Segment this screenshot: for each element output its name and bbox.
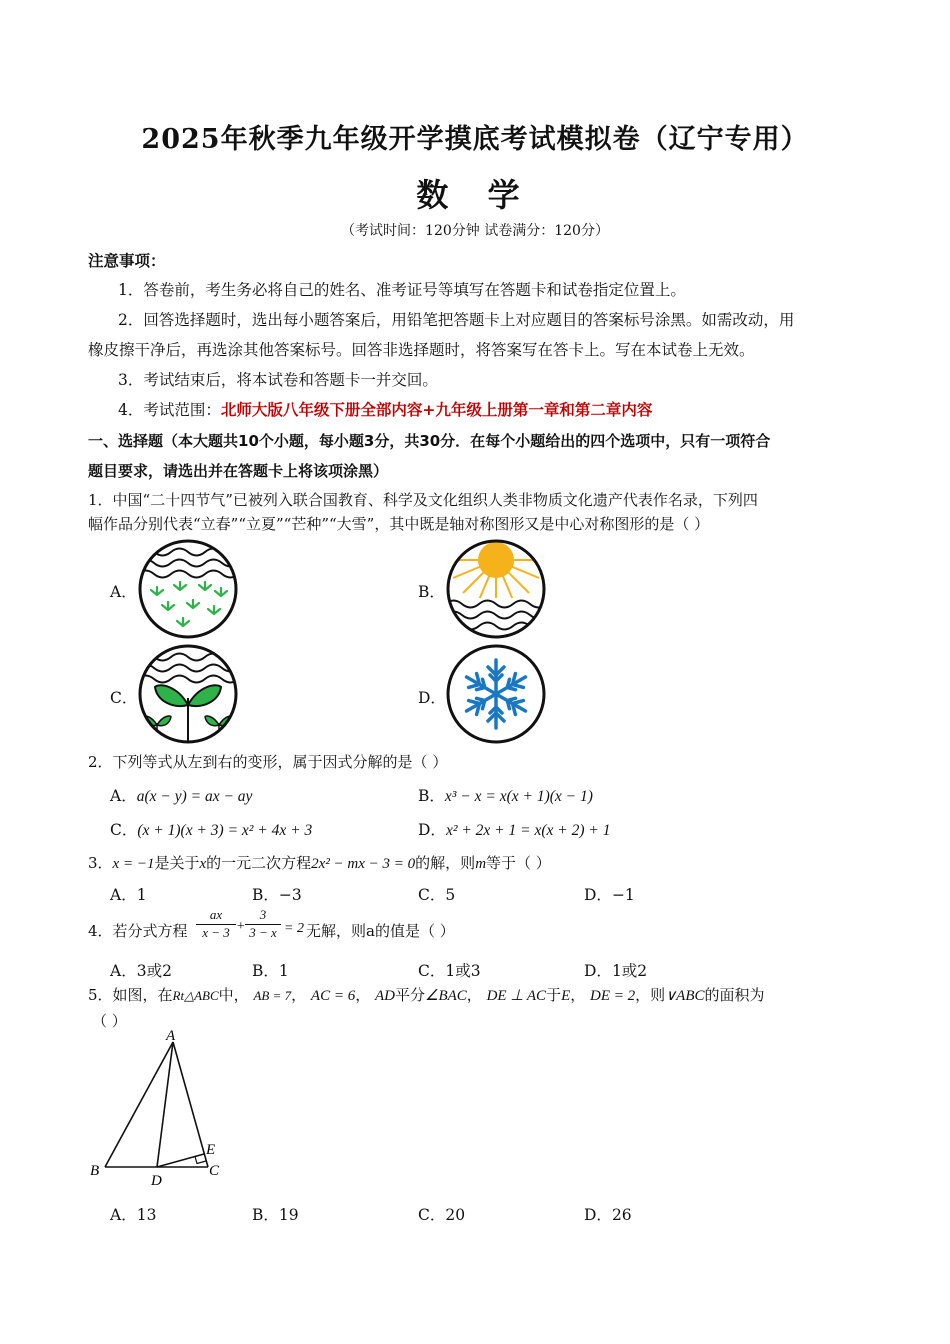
segment-de [157,1154,204,1167]
note-1: 1．答卷前，考生务必将自己的姓名、准考证号等填写在答题卡和试卷指定位置上。 [118,281,686,299]
q5-tri: Rt△ABC [172,988,219,1003]
q3-a-value: 1 [136,886,147,904]
q1-option-c-label[interactable]: C． [110,689,138,707]
q4-f2-num: 3 [245,907,281,925]
q5-c-label: C． [418,1206,446,1224]
q5-option-d[interactable] [584,1203,632,1225]
q4-option-a[interactable] [110,959,172,981]
q3-cond: x = −1 [112,856,155,872]
q2-a-label: A． [110,787,137,805]
q2-b-label: B． [418,787,445,805]
q5-option-b[interactable] [252,1203,299,1225]
q2-option-c[interactable] [110,818,312,840]
q3-text2: 的一元二次方程 [206,854,312,872]
q5-de: DE = 2 [590,988,636,1004]
q4-f2-den: 3 − x [249,925,277,940]
q1-option-d-label[interactable]: D． [418,689,446,707]
q2-a-expr: a(x − y) = ax − ay [136,788,253,805]
q4-tail: 无解，则a的值是（ ） [306,922,455,940]
q5-tri2: ∨ABC [665,988,705,1004]
q3-m: m [475,856,487,872]
q3-c-value: 5 [445,886,456,904]
q5-stem [88,985,765,1006]
q3-option-c[interactable] [418,883,455,905]
q4-a-label: A． [110,962,137,980]
section1-line1: 一、选择题（本大题共10个小题，每小题3分，共30分．在每个小题给出的四个选项中，只有一项符合 [88,432,771,450]
q5-area: 的面积为 [704,986,765,1004]
note-2b: 橡皮擦干净后，再选涂其他答案标号。回答非选择题时，将答案写在答卡上。写在本试卷上无效。 [88,341,755,359]
note-2a: 2．回答选择题时，选出每小题答案后，用铅笔把答题卡上对应题目的答案标号涂黑。如需改动，用 [118,311,795,329]
q4-option-d[interactable] [584,959,647,981]
q1-option-b-label[interactable]: B． [418,583,445,601]
q4-option-b[interactable] [252,959,289,981]
q2-b-expr: x³ − x = x(x + 1)(x − 1) [444,788,593,805]
exam-meta: （考试时间：120分钟 试卷满分：120分） [341,223,609,239]
q5-a-label: A． [110,1206,137,1224]
q5-b-value: 19 [278,1206,299,1224]
q1-line1: 1．中国“二十四节气”已被列入联合国教育、科学及文化组织人类非物质文化遗产代表作名录，下列四 [88,491,758,509]
q5-angle: ∠BAC [425,988,467,1004]
q4-prefix: 4．若分式方程 [88,922,188,940]
q5-c-value: 20 [445,1206,466,1224]
q4-d-value: 1或2 [611,962,648,980]
q5-ac: AC = 6 [310,988,356,1004]
sprout-icon [143,685,233,743]
section1-line2: 题目要求，请选出并在答题卡上将该项涂黑） [88,462,389,480]
q5-b-label: B． [252,1206,279,1224]
q5-d-value: 26 [611,1206,632,1224]
q5-a-value: 13 [136,1206,157,1224]
q5-ab: AB = 7 [253,988,292,1003]
q5-then: ，则 [635,986,666,1004]
q2-option-d[interactable] [418,818,610,840]
q3-var: x [199,856,207,872]
q4-b-label: B． [252,962,279,980]
q3-d-value: −1 [611,886,635,904]
label-d: D [151,1173,162,1189]
q4-c-label: C． [418,962,446,980]
q4-b-value: 1 [278,962,289,980]
snowflake-icon [463,660,530,728]
subject-title: 数 学 [416,176,534,214]
note-3: 3．考试结束后，将本试卷和答题卡一并交回。 [118,371,438,389]
q3-equation: 2x² − mx − 3 = 0 [311,856,416,872]
exam-scope: 北师大版八年级下册全部内容+九年级上册第一章和第二章内容 [220,401,653,419]
q5-zh: 中， [218,986,249,1004]
q5-foot: 于 [546,986,562,1004]
label-e: E [206,1142,216,1158]
label-c: C [209,1163,220,1179]
q3-d-label: D． [584,886,612,904]
q4-c-value: 1或3 [445,962,481,980]
q5-prefix: 5．如图，在 [88,986,173,1004]
q5-option-a[interactable] [110,1203,156,1225]
q2-c-expr: (x + 1)(x + 3) = x² + 4x + 3 [137,822,313,839]
q4-fraction-1 [196,907,236,941]
exam-title: 2025年秋季九年级开学摸底考试模拟卷（辽宁专用） [141,124,809,155]
q4-plus: + [236,919,246,934]
right-angle-mark [195,1157,206,1164]
q3-option-a[interactable] [110,883,147,905]
q2-d-label: D． [418,821,446,839]
q5-ad: AD [375,988,395,1004]
q3-option-b[interactable] [252,883,302,905]
q3-text1: 是关于 [154,854,200,872]
q5-paren: （ ） [92,1012,127,1030]
q2-option-a[interactable] [110,784,252,806]
q4-a-value: 3或2 [136,962,172,980]
q5-option-c[interactable] [418,1203,465,1225]
q3-num: 3． [88,854,113,872]
q3-stem [88,853,551,874]
q1-option-c-image[interactable] [137,643,239,745]
q1-option-d-image[interactable] [445,643,547,745]
q5-c2: ， [355,986,371,1004]
notes-heading: 注意事项： [88,252,166,270]
q1-option-b-image[interactable] [445,538,547,640]
q3-option-d[interactable] [584,883,635,905]
side-ab [105,1042,173,1167]
q1-option-a-image[interactable] [137,538,239,640]
q2-option-b[interactable] [418,784,593,806]
q5-c4: ， [570,986,586,1004]
q4-d-label: D． [584,962,612,980]
q4-option-c[interactable] [418,959,481,981]
q5-c1: ， [291,986,307,1004]
note-4-prefix: 4．考试范围： [118,401,221,419]
q5-c3: ， [466,986,482,1004]
q5-d-label: D． [584,1206,612,1224]
q5-perp: DE ⊥ AC [486,988,547,1004]
side-ac [173,1042,208,1167]
q2-c-label: C． [110,821,138,839]
segment-ad [157,1042,173,1167]
q4-rhs: = 2 [284,921,304,936]
grass-icon [151,582,227,626]
q2-d-expr: x² + 2x + 1 = x(x + 2) + 1 [445,822,611,839]
q5-bisect: 平分 [395,986,426,1004]
q3-text3: 的解，则 [415,854,476,872]
q3-b-value: −3 [278,886,302,904]
q5-triangle-figure [85,1028,225,1190]
note-4 [118,400,652,420]
label-a: A [166,1028,176,1044]
q4-f1-num: ax [196,907,236,925]
q4-f1-den: x − 3 [202,925,230,940]
q3-b-label: B． [252,886,279,904]
q3-text4: 等于（ ） [486,854,551,872]
q5-e: E [561,988,571,1004]
sun-icon [478,542,514,578]
q2-stem: 2．下列等式从左到右的变形，属于因式分解的是（ ） [88,753,448,771]
q1-option-a-label[interactable]: A． [110,583,137,601]
q1-line2: 幅作品分别代表“立春”“立夏”“芒种”“大雪”，其中既是轴对称图形又是中心对称图形的是（ ） [88,515,710,533]
q3-a-label: A． [110,886,137,904]
label-b: B [90,1163,100,1179]
q3-c-label: C． [418,886,446,904]
q4-fraction-2 [245,907,281,941]
